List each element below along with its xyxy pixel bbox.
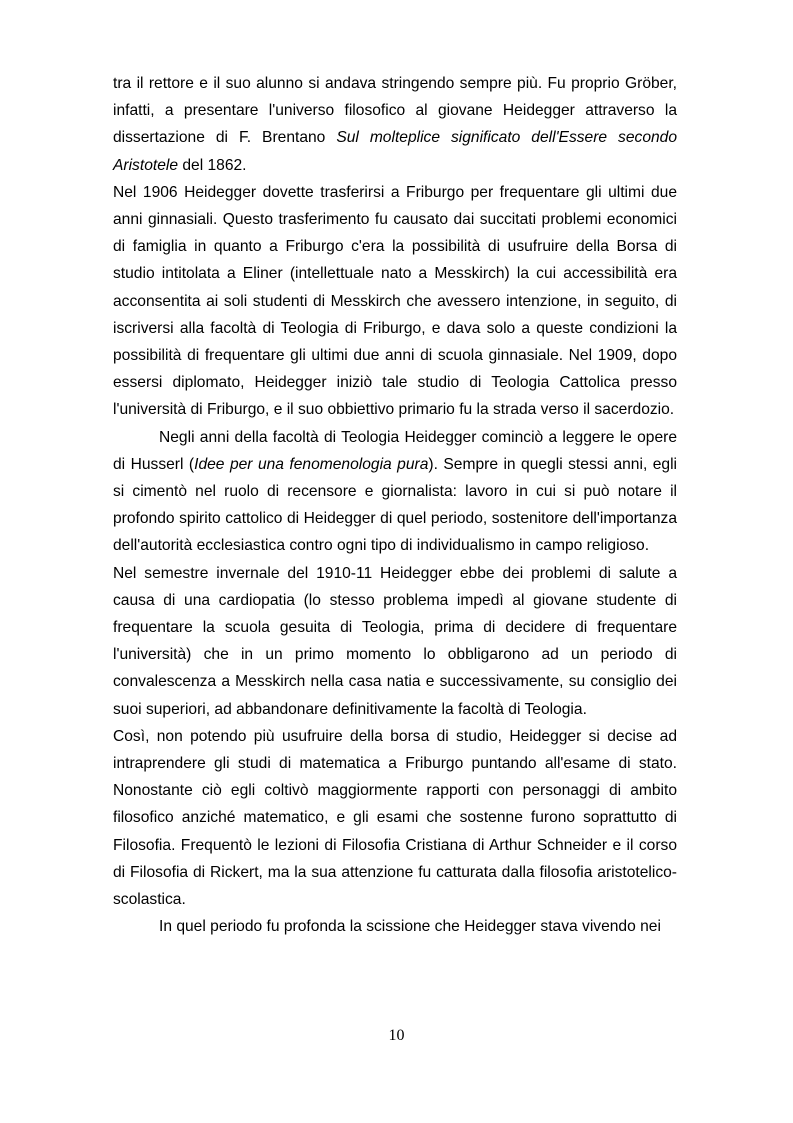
paragraph-5-text: Così, non potendo più usufruire della borsa di studio, Heidegger si decise ad intraprendere gli studi di matematica a Friburgo puntando all'esame di stato. Nonostante ciò egli coltivò maggiormente rapporti con personaggi di ambito filosofico anziché matematico, e gli esami che sostenne furono soprattutto di Filosofia. Frequentò le lezioni di Filosofia Cristiana di Arthur Schneider e il corso di Filosofia di Rickert, ma la sua attenzione fu catturata dalla filosofia aristotelico-scolastica. (113, 727, 677, 909)
paragraph-1 (113, 70, 677, 179)
paragraph-3-text-end: ). Sempre in quegli stessi anni, egli si cimentò nel ruolo di recensore e giornalista: lavoro in cui si può notare il profondo spirito cattolico di Heidegger di quel periodo, sostenitore dell'importanza dell'autorità ecclesiastica contro ogni tipo di individualismo in campo religioso. (113, 455, 678, 555)
paragraph-5 (113, 723, 677, 913)
page-number: 10 (388, 1027, 405, 1044)
body-text (113, 70, 677, 941)
paragraph-6 (113, 913, 677, 940)
paragraph-1-text: tra il rettore e il suo alunno si andava stringendo sempre più. Fu proprio Gröber, infatti, a presentare l'universo filosofico al giovane Heidegger attraverso la dissertazione di F. Brentano (113, 75, 677, 147)
paragraph-4-text: Nel semestre invernale del 1910-11 Heidegger ebbe dei problemi di salute a causa di una cardiopatia (lo stesso problema impedì al giovane studente di frequentare la scuola gesuita di Teologia, prima di decidere di frequentare l'università) che in un primo momento lo obbligarono ad un periodo di convalescenza a Messkirch nella casa natia e successivamente, su consiglio dei suoi superiori, ad abbandonare definitivamente la facoltà di Teologia. (113, 564, 677, 718)
paragraph-6-text: In quel periodo fu profonda la scissione che Heidegger stava vivendo nei (159, 918, 661, 936)
paragraph-2-text: Nel 1906 Heidegger dovette trasferirsi a Friburgo per frequentare gli ultimi due anni ginnasiali. Questo trasferimento fu causato dai succitati problemi economici di famiglia in quanto a Friburgo c'era la possibilità di usufruire della Borsa di studio intitolata a Eliner (intellettuale nato a Messkirch) la cui accessibilità era acconsentita ai soli studenti di Messkirch che avessero intenzione, in seguito, di iscriversi alla facoltà di Teologia di Friburgo, e dava solo a queste condizioni la possibilità di frequentare gli ultimi due anni di scuola ginnasiale. Nel 1909, dopo essersi diplomato, Heidegger iniziò tale studio di Teologia Cattolica presso l'università di Friburgo, e il suo obbiettivo primario fu la strada verso il sacerdozio. (113, 183, 677, 419)
book-title-husserl: Idee per una fenomenologia pura (194, 455, 429, 473)
paragraph-1-text-end: del 1862. (178, 156, 247, 174)
paragraph-2 (113, 179, 677, 424)
paragraph-4 (113, 560, 677, 723)
paragraph-3 (113, 424, 677, 560)
paragraph-3-text: Negli anni della facoltà di Teologia Heidegger cominciò a leggere le opere di Husserl ( (113, 428, 677, 473)
book-title-brentano: Sul molteplice significato dell'Essere secondo Aristotele (113, 129, 678, 174)
